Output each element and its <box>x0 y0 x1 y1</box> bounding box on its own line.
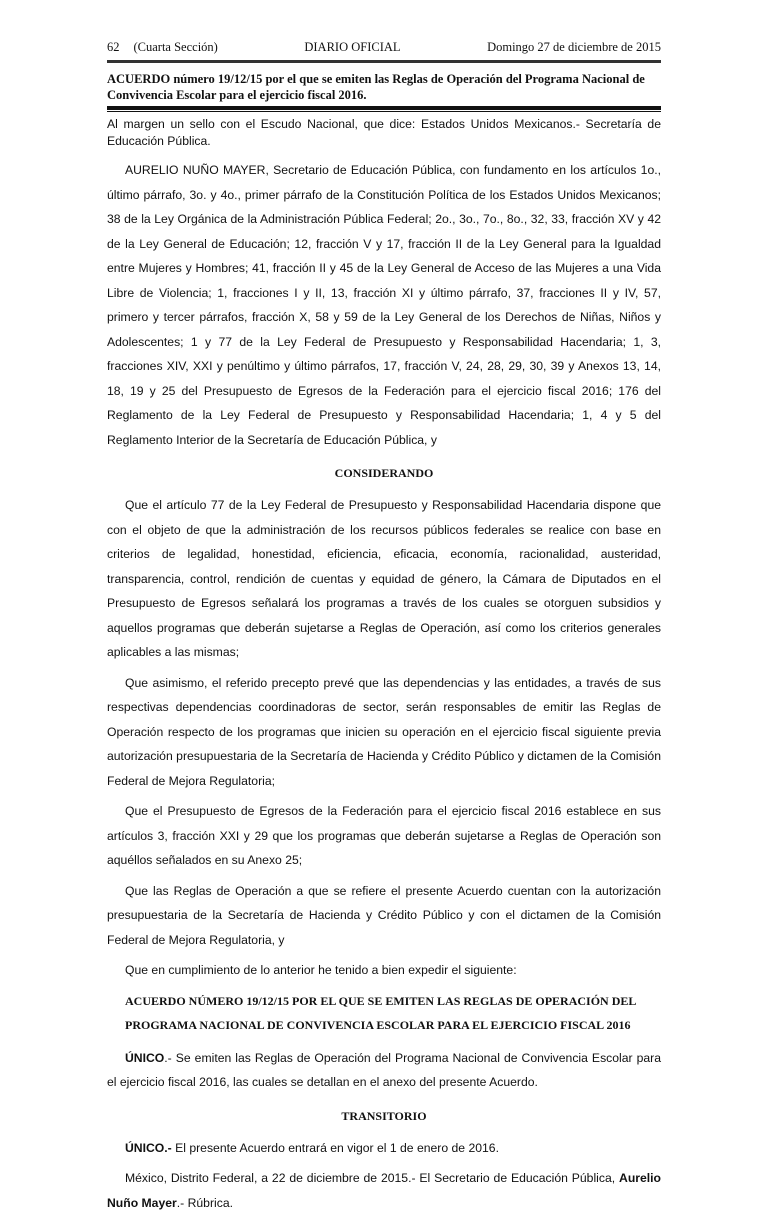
preamble: AURELIO NUÑO MAYER, Secretario de Educación Pública, con fundamento en los artículos 1o., último párrafo, 3o. y 4o., primer párrafo de la Constitución Política de los Estados Unidos Mexicanos; 38 de la Ley Orgánica de la Administración Pública Federal; 2o., 3o., 7o., 8o., 32, 33, fracción XV y 42 de la Ley General de Educación; 12, fracción V y 17, fracción II de la Ley General para la Igualdad entre Mujeres y Hombres; 41, fracción II y 45 de la Ley General de Acceso de las Mujeres a una Vida Libre de Violencia; 1, fracciones I y II, 13, fracción XI y último párrafo, 37, fracciones II y IV, 57, primero y tercer párrafos, fracción X, 58 y 59 de la Ley General de los Derechos de Niñas, Niños y Adolescentes; 1 y 77 de la Ley Federal de Presupuesto y Responsabilidad Hacendaria; 1, 3, fracciones XIV, XXI y penúltimo y último párrafos, 17, fracción V, 24, 28, 29, 30, 39 y Anexos 13, 14, 18, 19 y 25 del Presupuesto de Egresos de la Federación para el ejercicio fiscal 2016; 176 del Reglamento de la Ley Federal de Presupuesto y Responsabilidad Hacendaria; 1, 4 y 5 del Reglamento Interior de la Secretaría de Educación Pública, y <box>107 163 661 447</box>
considerando-paragraph: Que las Reglas de Operación a que se refiere el presente Acuerdo cuentan con la autorización presupuestaria de la Secretaría de Hacienda y Crédito Público y con el dictamen de la Comisión Federal de Mejora Regulatoria, y <box>107 883 661 947</box>
considerando-paragraph: Que el Presupuesto de Egresos de la Federación para el ejercicio fiscal 2016 establece en sus artículos 3, fracción XXI y 29 que los programas que deberán sujetarse a Reglas de Operación son aquéllos señalados en su Anexo 25; <box>107 804 661 867</box>
transitorio-heading: TRANSITORIO <box>341 1108 427 1123</box>
margin-note: Al margen un sello con el Escudo Nacional, que dice: Estados Unidos Mexicanos.- Secretaría de Educación Pública. <box>107 117 661 148</box>
page-header <box>107 40 661 60</box>
unico-label: ÚNICO <box>125 1050 165 1065</box>
closing <box>107 1166 661 1215</box>
transitorio-label: ÚNICO.- <box>125 1140 172 1155</box>
title-rule <box>107 106 661 112</box>
closing-suffix: .- Rúbrica. <box>176 1195 233 1210</box>
considerando-paragraph: Que en cumplimiento de lo anterior he tenido a bien expedir el siguiente: <box>125 963 517 977</box>
closing-text: México, Distrito Federal, a 22 de diciembre de 2015.- El Secretario de Educación Pública, <box>125 1171 620 1185</box>
considerando-paragraph: Que asimismo, el referido precepto prevé que las dependencias y las entidades, a través de sus respectivas dependencias coordinadoras de sector, serán responsables de emitir las Reglas de Operación respecto de los programas que inicien su operación en el ejercicio fiscal siguiente previa autorización presupuestaria de la Secretaría de Hacienda y Crédito Público y dictamen de la Comisión Federal de Mejora Regulatoria; <box>107 675 661 788</box>
acuerdo-heading: ACUERDO NÚMERO 19/12/15 POR EL QUE SE EMITEN LAS REGLAS DE OPERACIÓN DEL PROGRAMA NACIONAL DE CONVIVENCIA ESCOLAR PARA EL EJERCICIO FISCAL 2016 <box>125 993 636 1032</box>
publication-name: DIARIO OFICIAL <box>304 40 401 54</box>
considerando-heading: CONSIDERANDO <box>334 466 434 480</box>
unico-text: .- Se emiten las Reglas de Operación del Programa Nacional de Convivencia Escolar para el ejercicio fiscal 2016, las cuales se detallan en el anexo del presente Acuerdo. <box>107 1050 661 1089</box>
page-number: 62 <box>107 40 120 54</box>
header-rule <box>107 60 661 63</box>
signer-name: Aurelio Nuño Mayer <box>107 1171 661 1210</box>
considerando-paragraph: Que el artículo 77 de la Ley Federal de Presupuesto y Responsabilidad Hacendaria dispone que con el objeto de que la administración de los recursos públicos federales se realice con base en criterios de legalidad, honestidad, eficiencia, eficacia, economía, racionalidad, austeridad, transparencia, control, rendición de cuentas y equidad de género, la Cámara de Diputados en el Presupuesto de Egresos señalará los programas a través de los cuales se otorguen subsidios y aquellos programas que deberán sujetarse a Reglas de Operación, así como los criterios generales aplicables a las mismas; <box>107 498 661 659</box>
unico-article <box>107 1046 661 1095</box>
transitorio-article <box>107 1136 661 1161</box>
publication-date: Domingo 27 de diciembre de 2015 <box>487 40 661 54</box>
transitorio-text: El presente Acuerdo entrará en vigor el 1 de enero de 2016. <box>171 1140 499 1155</box>
document-title: ACUERDO número 19/12/15 por el que se emiten las Reglas de Operación del Programa Nacional de Convivencia Escolar para el ejercicio fiscal 2016. <box>107 72 645 102</box>
section: (Cuarta Sección) <box>133 40 218 54</box>
